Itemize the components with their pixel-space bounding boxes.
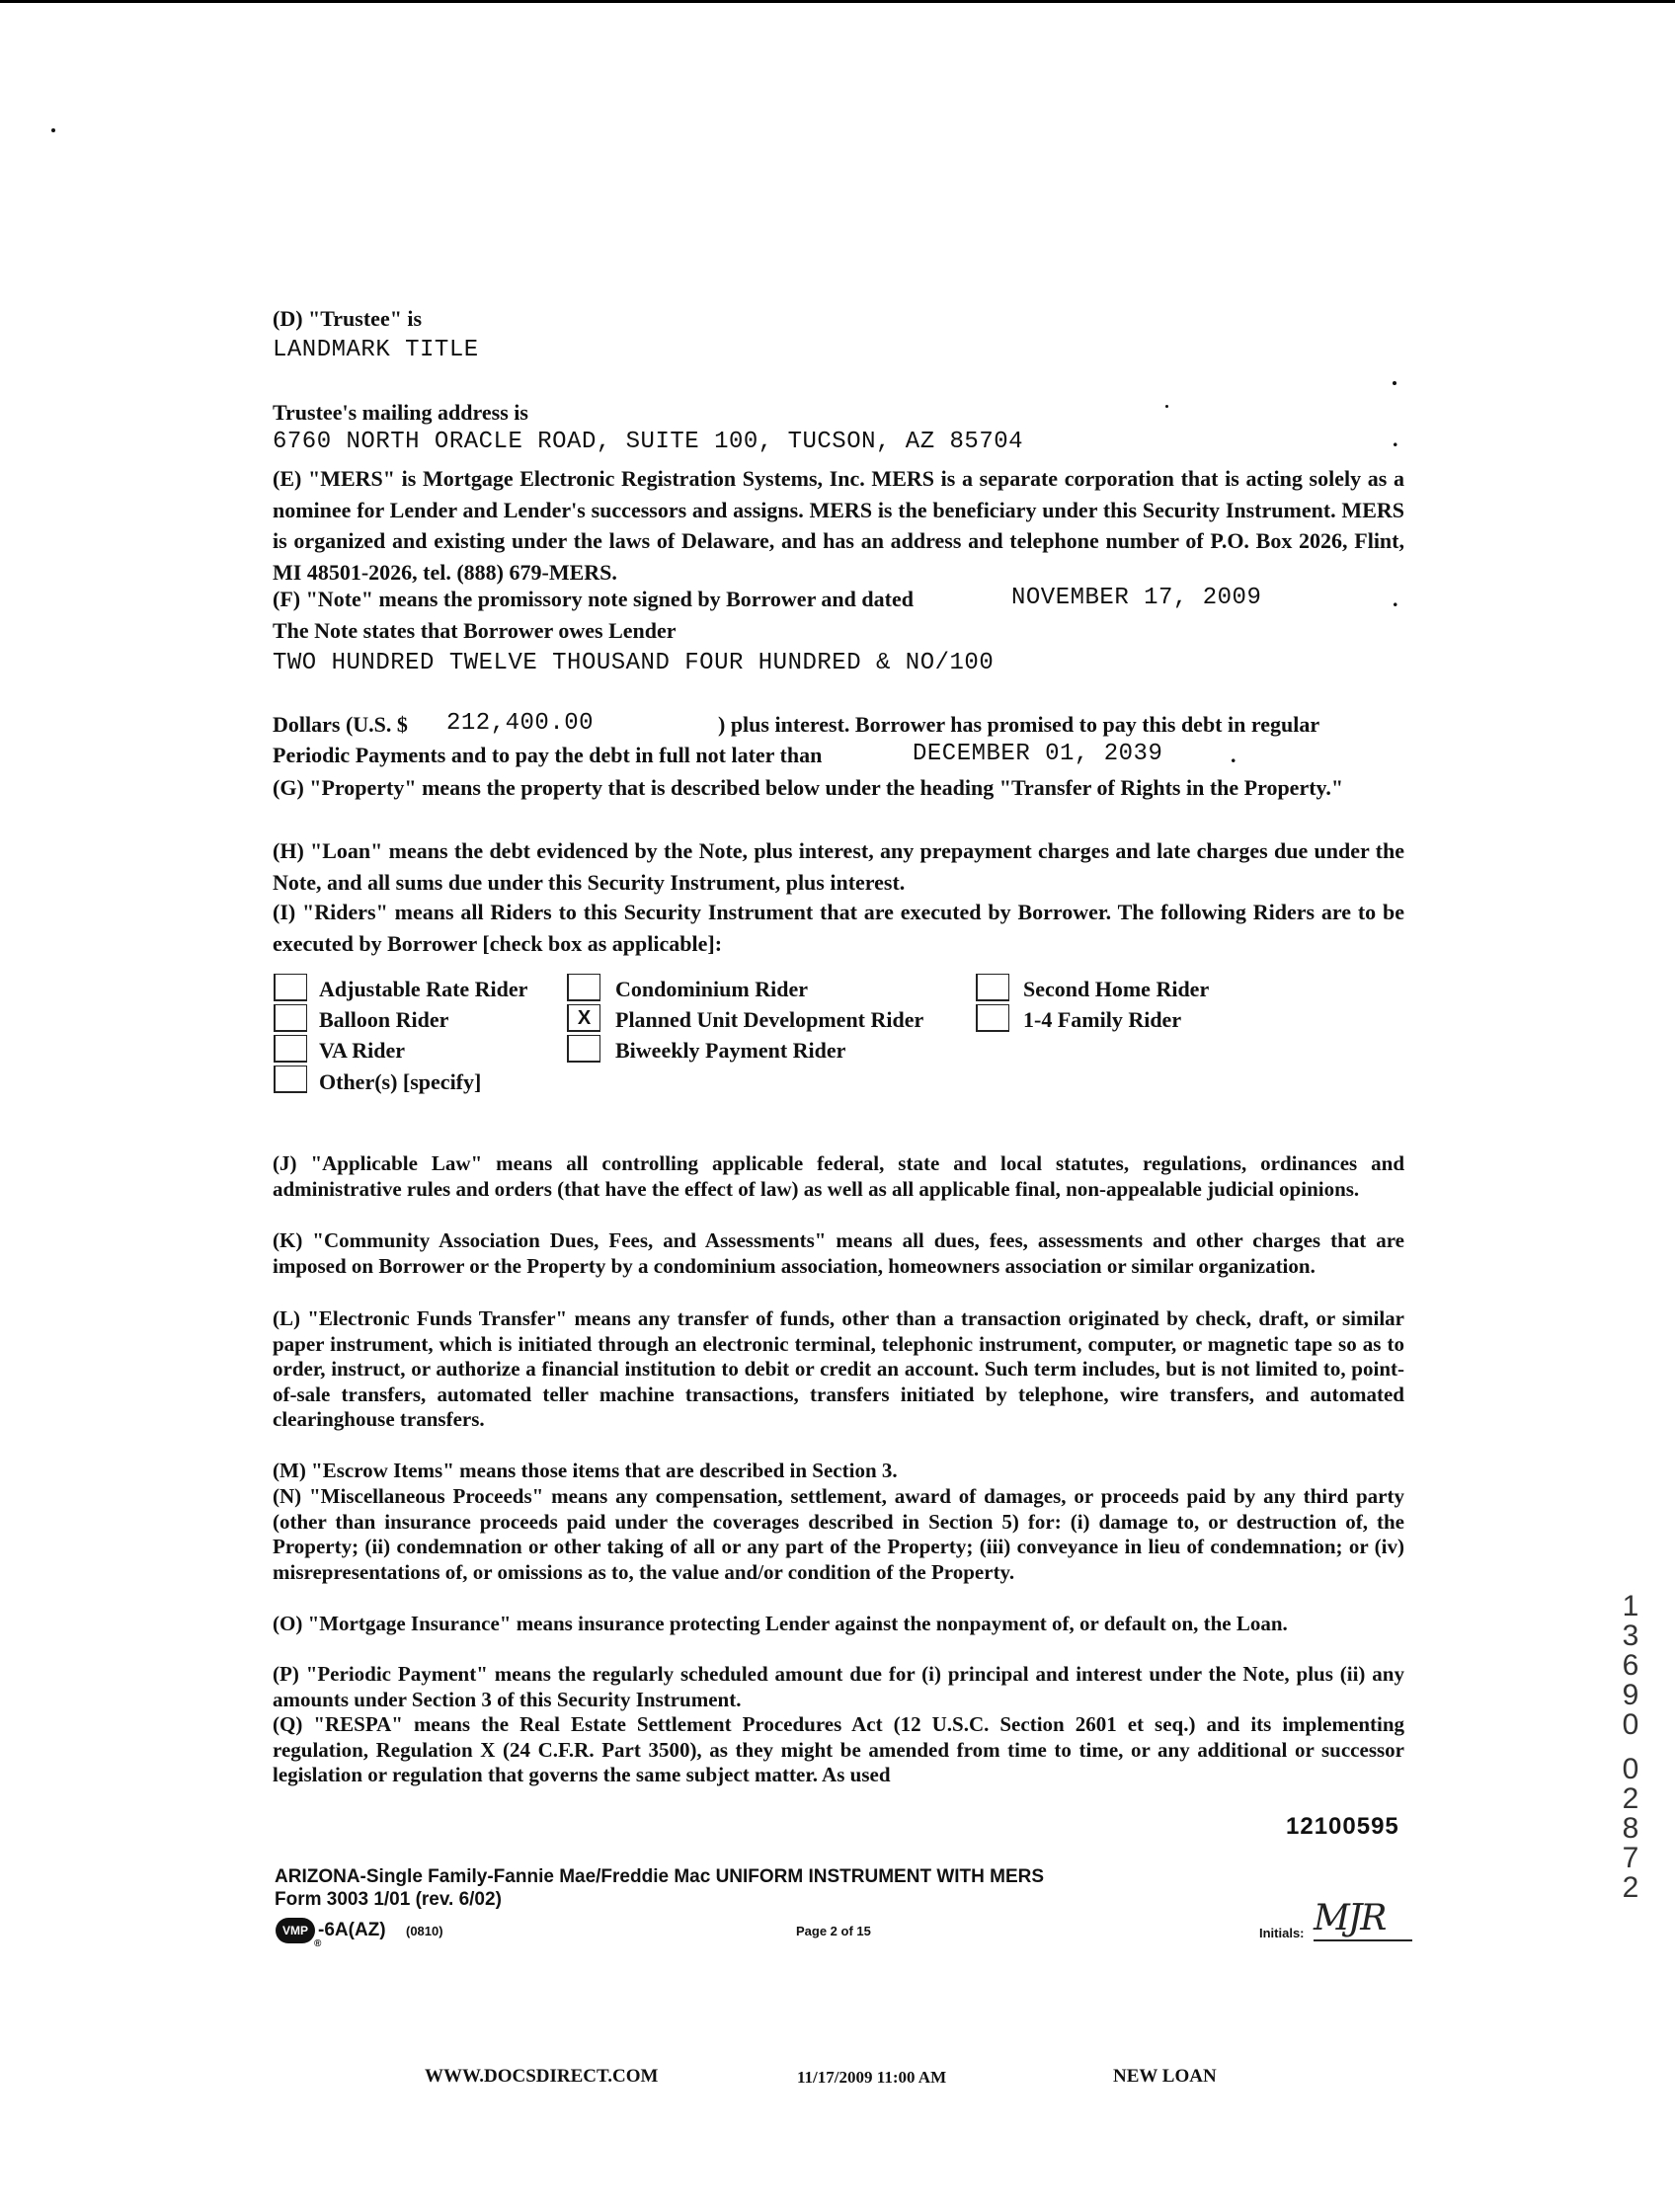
scan-top-edge [0, 0, 1675, 3]
community-association-definition: (K) "Community Association Dues, Fees, and Assessments" means all dues, fees, assessments and other charges that are imposed on Borrower or the Property by a condominium association, homeowners association or similar organization. [273, 1228, 1404, 1278]
recording-digit: 6 [1622, 1649, 1639, 1682]
mers-definition: (E) "MERS" is Mortgage Electronic Registration Systems, Inc. MERS is a separate corporation that is acting solely as a nominee for Lender and Lender's successors and assigns. MERS is the beneficiary under this Security Instrument. MERS is organized and existing under the laws of Delaware, and has an address and telephone number of P.O. Box 2026, Flint, MI 48501-2026, tel. (888) 679-MERS. [273, 466, 1404, 585]
registered-mark: ® [314, 1938, 322, 1949]
mortgage-insurance-definition: (O) "Mortgage Insurance" means insurance protecting Lender against the nonpayment of, or default on, the Loan. [273, 1612, 1288, 1635]
vmp-logo: VMP [276, 1918, 315, 1943]
loan-number: 12100595 [1286, 1813, 1399, 1840]
escrow-items-definition: (M) "Escrow Items" means those items that are described in Section 3. [273, 1459, 898, 1482]
recording-digit: 9 [1622, 1679, 1639, 1711]
form-title: ARIZONA-Single Family-Fannie Mae/Freddie Mac UNIFORM INSTRUMENT WITH MERS [275, 1866, 1045, 1887]
respa-definition: (Q) "RESPA" means the Real Estate Settlement Procedures Act (12 U.S.C. Section 2601 et seq.) and its implementing regulation, Regulation X (24 C.F.R. Part 3500), as they might be amended from time to time, or any additional or successor legislation or regulation that governs the same subject matter. As used [273, 1712, 1404, 1786]
note-terminator: . [1393, 587, 1398, 611]
note-amount: 212,400.00 [446, 710, 595, 737]
recording-digit: 3 [1622, 1620, 1639, 1652]
maturity-date: DECEMBER 01, 2039 [913, 741, 1163, 767]
miscellaneous-proceeds-definition: (N) "Miscellaneous Proceeds" means any compensation, settlement, award of damages, or proceeds paid by any third party (other than insurance proceeds paid under the coverages described in Section 5) for: (i) damage to, or destruction of, the Property; (ii) condemnation or other taking of all or any part of the Property; (iii) conveyance in lieu of condemnation; or (iv) misrepresentations of, or omissions as to, the value and/or condition of the Property. [273, 1484, 1404, 1584]
property-definition: (G) "Property" means the property that is described below under the heading "Transfer of Rights in the Property." [273, 775, 1344, 800]
address-terminator: . [1393, 427, 1398, 451]
recording-digit: 0 [1622, 1753, 1639, 1785]
biweekly-checkbox[interactable] [567, 1035, 600, 1063]
pud-label: Planned Unit Development Rider [615, 1007, 924, 1032]
form-code: -6A(AZ) [318, 1920, 386, 1940]
website: WWW.DOCSDIRECT.COM [425, 2066, 659, 2087]
maturity-terminator: . [1231, 743, 1236, 767]
recording-digit: 2 [1622, 1871, 1639, 1904]
trustee-mailing-label: Trustee's mailing address is [273, 400, 528, 425]
other-checkbox[interactable] [274, 1066, 307, 1093]
scan-speck [1165, 405, 1168, 408]
periodic-prefix: Periodic Payments and to pay the debt in full not later than [273, 743, 823, 767]
condominium-label: Condominium Rider [615, 977, 808, 1001]
other-label: Other(s) [specify] [319, 1069, 482, 1094]
periodic-payment-definition: (P) "Periodic Payment" means the regularly scheduled amount due for (i) principal and interest under the Note, plus (ii) any amounts under Section 3 of this Security Instrument. [273, 1662, 1404, 1711]
initials-handwritten: MJR [1314, 1898, 1386, 1938]
recording-digit: 8 [1622, 1812, 1639, 1845]
balloon-label: Balloon Rider [319, 1007, 449, 1032]
second-home-checkbox[interactable] [976, 974, 1009, 1001]
family-checkbox[interactable] [976, 1004, 1009, 1032]
adjustable-rate-label: Adjustable Rate Rider [319, 977, 528, 1001]
form-number: Form 3003 1/01 (rev. 6/02) [275, 1889, 502, 1910]
print-datetime: 11/17/2009 11:00 AM [797, 2068, 947, 2087]
va-label: VA Rider [319, 1038, 405, 1063]
initials-label: Initials: [1259, 1926, 1305, 1940]
electronic-funds-definition: (L) "Electronic Funds Transfer" means any transfer of funds, other than a transaction originated by check, draft, or similar paper instrument, which is initiated through an electronic terminal, telephonic instrument, computer, or magnetic tape so as to order, instruct, or authorize a financial institution to debit or credit an account. Such term includes, but is not limited to, point-of-sale transfers, automated teller machine transactions, transfers initiated by telephone, wire transfers, and automated clearinghouse transfers. [273, 1306, 1404, 1431]
trustee-name: LANDMARK TITLE [273, 337, 479, 363]
applicable-law-definition: (J) "Applicable Law" means all controlling applicable federal, state and local statutes, regulations, ordinances and administrative rules and orders (that have the effect of law) as well as all applicable final, non-appealable judicial opinions. [273, 1151, 1404, 1201]
pud-checkbox[interactable]: X [567, 1004, 600, 1032]
recording-digit: 0 [1622, 1708, 1639, 1741]
va-checkbox[interactable] [274, 1035, 307, 1063]
note-amount-words: TWO HUNDRED TWELVE THOUSAND FOUR HUNDRED & NO/100 [273, 650, 995, 676]
dollars-prefix: Dollars (U.S. $ [273, 712, 408, 737]
note-date: NOVEMBER 17, 2009 [1011, 585, 1262, 611]
trustee-address: 6760 NORTH ORACLE ROAD, SUITE 100, TUCSON, AZ 85704 [273, 429, 1024, 455]
note-definition: (F) "Note" means the promissory note signed by Borrower and dated [273, 587, 914, 611]
biweekly-label: Biweekly Payment Rider [615, 1038, 846, 1063]
scan-speck [51, 128, 55, 132]
recording-digit: 2 [1622, 1782, 1639, 1815]
family-label: 1-4 Family Rider [1023, 1007, 1182, 1032]
recording-digit: 7 [1622, 1842, 1639, 1874]
loan-definition: (H) "Loan" means the debt evidenced by the Note, plus interest, any prepayment charges and late charges due under the Note, and all sums due under this Security Instrument, plus interest. [273, 838, 1404, 895]
form-code-date: (0810) [406, 1924, 443, 1938]
balloon-checkbox[interactable] [274, 1004, 307, 1032]
note-owes: The Note states that Borrower owes Lender [273, 618, 677, 643]
page-number: Page 2 of 15 [796, 1924, 871, 1938]
second-home-label: Second Home Rider [1023, 977, 1210, 1001]
dollars-suffix: ) plus interest. Borrower has promised to pay this debt in regular [718, 712, 1320, 737]
condominium-checkbox[interactable] [567, 974, 600, 1001]
riders-definition: (I) "Riders" means all Riders to this Security Instrument that are executed by Borrower. The following Riders are to be executed by Borrower [check box as applicable]: [273, 900, 1404, 956]
trustee-label: (D) "Trustee" is [273, 306, 423, 331]
initials-line [1314, 1939, 1412, 1941]
loan-type: NEW LOAN [1113, 2066, 1217, 2087]
adjustable-rate-checkbox[interactable] [274, 974, 307, 1001]
scan-speck [1393, 381, 1396, 385]
recording-digit: 1 [1622, 1590, 1639, 1622]
